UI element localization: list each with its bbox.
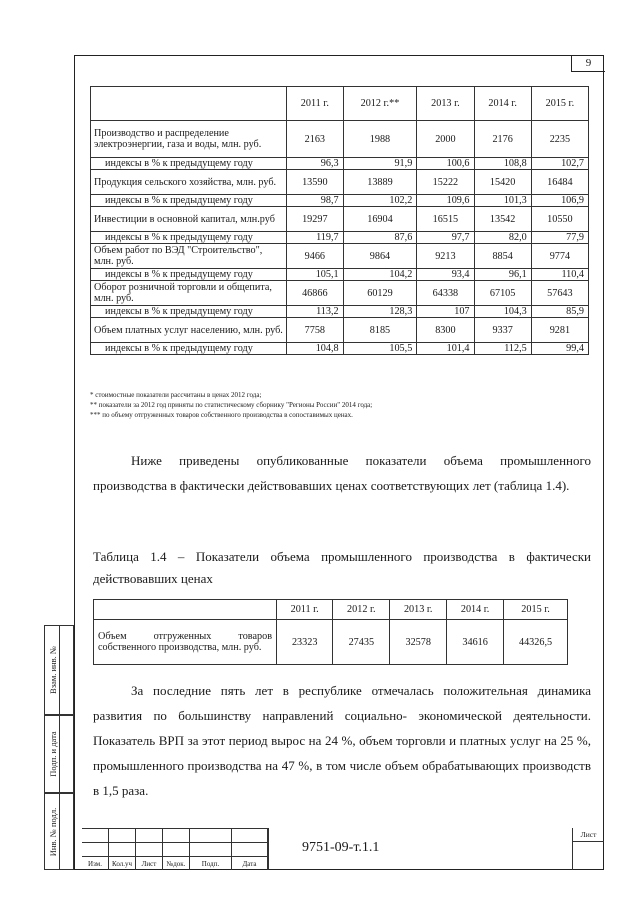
table-caption: Таблица 1.4 – Показатели объема промышленного производства в фактически действовавших ценах	[93, 549, 591, 586]
title-block-cell	[190, 842, 232, 856]
table-row	[91, 170, 589, 195]
table-cell: 119,7	[287, 232, 344, 244]
table-cell: 91,9	[343, 158, 417, 170]
table-cell: 13889	[343, 170, 417, 195]
table-row	[91, 158, 589, 170]
table-corner	[91, 87, 287, 121]
title-block-cell	[163, 828, 190, 842]
title-block-cell	[109, 842, 136, 856]
table-row	[91, 207, 589, 232]
table-header-row	[91, 87, 589, 121]
sheet-label: Лист	[572, 828, 604, 842]
row-label: Объем отгруженных товаров собственного производства, млн. руб.	[94, 620, 277, 665]
table-cell: 67105	[474, 281, 531, 306]
column-header: 2012 г.**	[343, 87, 417, 121]
title-block-header: Лист	[136, 856, 163, 870]
table-cell: 82,0	[474, 232, 531, 244]
column-header: 2013 г.	[417, 87, 474, 121]
table-cell: 128,3	[343, 306, 417, 318]
table-cell: 13542	[474, 207, 531, 232]
table-cell: 64338	[417, 281, 474, 306]
table-cell: 107	[417, 306, 474, 318]
table-cell: 10550	[531, 207, 588, 232]
table-cell: 9466	[287, 244, 344, 269]
table-row	[91, 269, 589, 281]
stamp-cell-inventory: Инв. № подл.	[44, 793, 74, 870]
table-cell: 112,5	[474, 343, 531, 355]
table-cell: 15222	[417, 170, 474, 195]
table-row	[94, 620, 568, 665]
column-header: 2015 г.	[531, 87, 588, 121]
table-cell: 105,1	[287, 269, 344, 281]
title-block-cell	[82, 828, 109, 842]
table-cell: 96,3	[287, 158, 344, 170]
title-block-cell	[232, 828, 268, 842]
table-header-row	[94, 600, 568, 620]
title-block-header: №док.	[163, 856, 190, 870]
table-row	[91, 244, 589, 269]
table-cell: 1988	[343, 121, 417, 158]
title-block-cell	[109, 828, 136, 842]
table-cell: 77,9	[531, 232, 588, 244]
table-cell: 46866	[287, 281, 344, 306]
table-cell: 13590	[287, 170, 344, 195]
table-cell: 98,7	[287, 195, 344, 207]
table-cell: 113,2	[287, 306, 344, 318]
row-label: Продукция сельского хозяйства, млн. руб.	[91, 170, 287, 195]
table-cell: 34616	[447, 620, 504, 665]
table-cell: 108,8	[474, 158, 531, 170]
table-cell: 2235	[531, 121, 588, 158]
table-cell: 8854	[474, 244, 531, 269]
table-row	[91, 195, 589, 207]
table-row	[91, 232, 589, 244]
table-cell: 104,2	[343, 269, 417, 281]
table-cell: 9281	[531, 318, 588, 343]
table-cell: 2000	[417, 121, 474, 158]
table-row	[91, 343, 589, 355]
column-header: 2012 г.	[333, 600, 390, 620]
table-cell: 2163	[287, 121, 344, 158]
table-cell: 60129	[343, 281, 417, 306]
row-label: индексы в % к предыдущему году	[91, 269, 287, 281]
table-cell: 9864	[343, 244, 417, 269]
document-code: 9751-09-т.1.1	[302, 840, 380, 855]
table-cell: 99,4	[531, 343, 588, 355]
table-cell: 87,6	[343, 232, 417, 244]
table-cell: 105,5	[343, 343, 417, 355]
table-cell: 9213	[417, 244, 474, 269]
table-cell: 101,4	[417, 343, 474, 355]
row-label: индексы в % к предыдущему году	[91, 306, 287, 318]
sheet-number-box	[572, 842, 604, 870]
row-label: Производство и распределение электроэнергии, газа и воды, млн. руб.	[91, 121, 287, 158]
stamp-cell-replacement: Взам. инв. №	[44, 625, 74, 715]
footnote: ** показатели за 2012 год приняты по статистическому сборнику "Регионы России" 2014 года;	[90, 401, 373, 409]
paragraph-summary: За последние пять лет в республике отмечалась положительная динамика развития по большинству направлений социально- экономической деятельности. Показатель ВРП за этот период вырос на 24 %, объем торговли и платных услуг на 25 %, промышленного производства на 47 %, в том числе объем обрабатывающих производств в 1,5 раза.	[93, 683, 591, 798]
table-cell: 97,7	[417, 232, 474, 244]
title-block-cell	[163, 842, 190, 856]
column-header: 2015 г.	[504, 600, 568, 620]
title-block-header: Подп.	[190, 856, 232, 870]
footnote: *** по объему отгруженных товаров собственного производства в сопоставимых ценах.	[90, 411, 353, 419]
row-label: индексы в % к предыдущему году	[91, 158, 287, 170]
title-block-cell	[136, 842, 163, 856]
table-cell: 101,3	[474, 195, 531, 207]
column-header: 2014 г.	[447, 600, 504, 620]
table-cell: 16904	[343, 207, 417, 232]
table-cell: 16515	[417, 207, 474, 232]
title-block-cell	[190, 828, 232, 842]
footnote: * стоимостные показатели рассчитаны в ценах 2012 года;	[90, 391, 262, 399]
title-block-cell	[232, 842, 268, 856]
row-label: Оборот розничной торговли и общепита, млн. руб.	[91, 281, 287, 306]
table-cell: 96,1	[474, 269, 531, 281]
table-cell: 9774	[531, 244, 588, 269]
title-block-cell	[82, 842, 109, 856]
title-block-header: Кол.уч	[109, 856, 136, 870]
table-row	[91, 318, 589, 343]
table-cell: 2176	[474, 121, 531, 158]
table-cell: 102,2	[343, 195, 417, 207]
table-cell: 8185	[343, 318, 417, 343]
table-row	[91, 281, 589, 306]
table-cell: 15420	[474, 170, 531, 195]
table-cell: 109,6	[417, 195, 474, 207]
column-header: 2011 г.	[277, 600, 333, 620]
row-label: индексы в % к предыдущему году	[91, 195, 287, 207]
title-block	[82, 828, 604, 870]
paragraph-intro: Ниже приведены опубликованные показатели объема промышленного производства в фактически действовавших ценах соответствующих лет (таблица 1.4).	[93, 453, 591, 493]
table-cell: 19297	[287, 207, 344, 232]
table-cell: 23323	[277, 620, 333, 665]
table-cell: 102,7	[531, 158, 588, 170]
table-cell: 44326,5	[504, 620, 568, 665]
table-cell: 110,4	[531, 269, 588, 281]
row-label: Объем работ по ВЭД "Строительство", млн. руб.	[91, 244, 287, 269]
table-cell: 104,3	[474, 306, 531, 318]
table-cell: 85,9	[531, 306, 588, 318]
column-header: 2014 г.	[474, 87, 531, 121]
table-cell: 27435	[333, 620, 390, 665]
table-row	[91, 306, 589, 318]
table-cell: 100,6	[417, 158, 474, 170]
table-row	[91, 121, 589, 158]
table-cell: 32578	[390, 620, 447, 665]
column-header: 2011 г.	[287, 87, 344, 121]
industrial-output-table	[93, 599, 568, 665]
table-cell: 93,4	[417, 269, 474, 281]
row-label: индексы в % к предыдущему году	[91, 343, 287, 355]
table-cell: 9337	[474, 318, 531, 343]
title-block-header: Дата	[232, 856, 268, 870]
table-cell: 57643	[531, 281, 588, 306]
title-block-cell	[136, 828, 163, 842]
table-cell: 8300	[417, 318, 474, 343]
table-cell: 104,8	[287, 343, 344, 355]
row-label: Инвестиции в основной капитал, млн.руб	[91, 207, 287, 232]
title-block-header: Изм.	[82, 856, 109, 870]
row-label: Объем платных услуг населению, млн. руб.	[91, 318, 287, 343]
table-cell: 7758	[287, 318, 344, 343]
table-corner	[94, 600, 277, 620]
table-cell: 106,9	[531, 195, 588, 207]
table-cell: 16484	[531, 170, 588, 195]
row-label: индексы в % к предыдущему году	[91, 232, 287, 244]
page-number: 9	[571, 55, 605, 72]
column-header: 2013 г.	[390, 600, 447, 620]
economic-indicators-table	[90, 86, 589, 355]
revision-grid	[82, 828, 268, 870]
stamp-cell-signature: Подп. и дата	[44, 715, 74, 793]
